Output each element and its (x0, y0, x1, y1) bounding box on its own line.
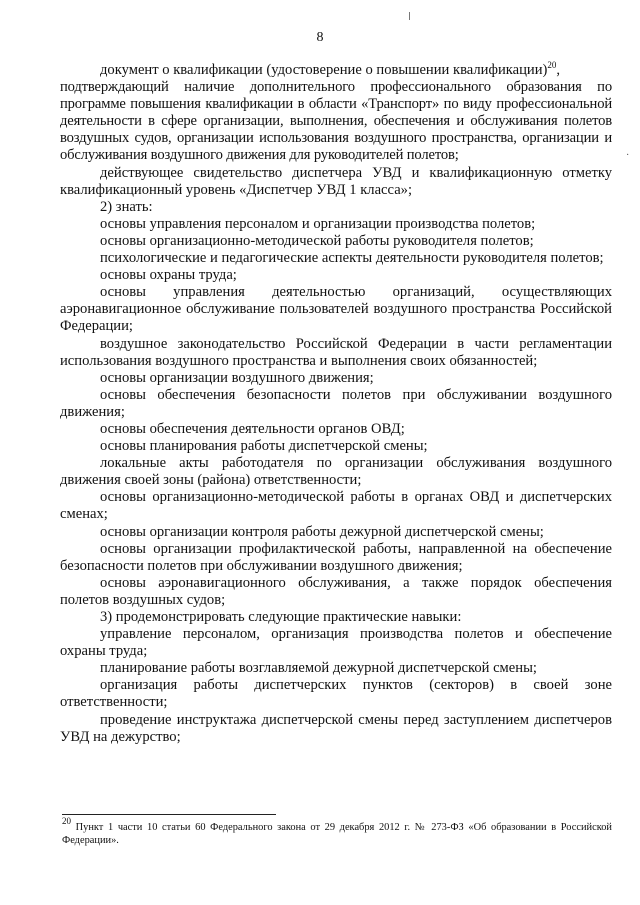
paragraph: управление персоналом, организация производства полетов и обеспечение охраны труда; (60, 626, 612, 660)
paragraph: локальные акты работодателя по организации обслуживания воздушного движения своей зоны (района) ответственности; (60, 455, 612, 489)
paragraph: основы организации контроля работы дежурной диспетчерской смены; (100, 523, 544, 540)
scan-mark: · (626, 150, 630, 161)
paragraph: проведение инструктажа диспетчерской смены перед заступлением диспетчеров УВД на дежурство; (60, 711, 612, 745)
paragraph-text: документ о квалификации (удостоверение о повышении квалификации) (100, 62, 548, 78)
footnote-reference: 20 (547, 60, 557, 70)
paragraph: основы планирования работы диспетчерской смены; (100, 438, 428, 455)
page-number: 8 (316, 30, 324, 45)
paragraph: 2) знать: (100, 198, 153, 215)
paragraph: основы организационно-методической работы руководителя полетов; (100, 232, 534, 249)
paragraph: основы управления персоналом и организации производства полетов; (100, 215, 536, 232)
paragraph: основы управления деятельностью организаций, осуществляющих аэронавигационное обслуживание пользователей воздушного пространства Российской Федерации; (60, 284, 612, 335)
paragraph: воздушное законодательство Российской Федерации в части регламентации использования воздушного пространства и выполнения своих обязанностей; (60, 335, 612, 369)
paragraph: документ о квалификации (удостоверение о повышении квалификации)$^{20}$, (100, 60, 561, 78)
document-body (60, 62, 612, 746)
footnote (62, 816, 612, 847)
paragraph: основы организации профилактической работы, направленной на обеспечение безопасности полетов при обслуживании воздушного движения; (60, 540, 612, 574)
paragraph: действующее свидетельство диспетчера УВД и квалификационную отметку квалификационный уровень «Диспетчер УВД 1 класса»; (60, 164, 612, 198)
paragraph: основы организации воздушного движения; (100, 369, 374, 386)
paragraph: подтверждающий наличие дополнительного профессионального образования по программе повышения квалификации в области «Транспорт» по виду профессиональной деятельности в сфере организации, выполнения, обеспечения и обслуживания полетов воздушных судов, организации использования воздушного пространства, организации и обслуживания воздушного движения для руководителей полетов; (60, 79, 612, 164)
paragraph: 3) продемонстрировать следующие практические навыки: (100, 609, 462, 625)
paragraph: основы аэронавигационного обслуживания, а также порядок обеспечения полетов воздушных судов; (60, 574, 612, 608)
footnote-divider (62, 814, 276, 815)
paragraph: основы обеспечения деятельности органов ОВД; (100, 420, 405, 437)
footnote-text: Пункт 1 части 10 статьи 60 Федерального закона от 29 декабря 2012 г. № 273-ФЗ «Об образовании в Российской Федерации». (62, 822, 612, 846)
scan-mark (409, 12, 410, 20)
paragraph: организация работы диспетчерских пунктов (секторов) в своей зоне ответственности; (60, 677, 612, 711)
footnote-number: 20 (62, 816, 71, 826)
paragraph: основы обеспечения безопасности полетов при обслуживании воздушного движения; (60, 386, 612, 420)
paragraph: основы охраны труда; (100, 267, 237, 284)
paragraph: планирование работы возглавляемой дежурной диспетчерской смены; (100, 660, 537, 677)
paragraph: основы организационно-методической работы в органах ОВД и диспетчерских сменах; (60, 489, 612, 523)
paragraph: психологические и педагогические аспекты деятельности руководителя полетов; (100, 250, 604, 267)
